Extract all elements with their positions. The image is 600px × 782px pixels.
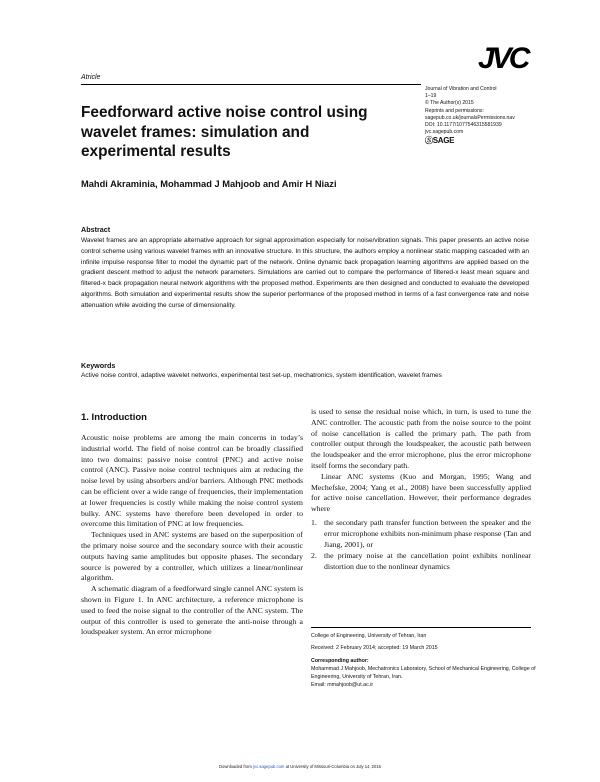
journal-url[interactable]: jvc.sagepub.com <box>425 129 464 136</box>
footnote-rule <box>311 627 531 628</box>
received-dates: Received: 2 February 2014; accepted: 19 March 2015 <box>311 645 438 652</box>
list-item-text: the primary noise at the cancellation point exhibits nonlinear distortion due to the nonlinear dynamics <box>324 551 531 572</box>
right-column <box>311 407 531 574</box>
reprints-label: Reprints and permissions: <box>425 107 484 114</box>
paragraph: Linear ANC systems (Kuo and Morgan, 1995; Wang and Mechefske, 2004; Yang et al., 2008) have been successfully applied for active noise cancellation. However, their performance degrades where <box>311 471 531 514</box>
paragraph: A schematic diagram of a feedforward single cannel ANC system is shown in Figure 1. In ANC architecture, a reference microphone is used to feed the noise signal to the controller of the ANC system. The output of this controller is used to generate the anti-noise through a loudspeaker system. An error microphone <box>81 584 303 637</box>
header-rule <box>81 84 421 85</box>
download-link[interactable]: jvc.sagepub.com <box>252 764 285 769</box>
keywords-heading: Keywords <box>81 361 116 370</box>
affiliation: College of Engineering, University of Tehran, Iran <box>311 633 427 639</box>
permissions-link[interactable]: sagepub.co.uk/journalsPermissions.nav <box>425 114 515 121</box>
corresponding-author-address: Mohammad J Mahjoob, Mechatronics Laboratory, School of Mechanical Engineering, College of Engineering, University of Tehran, Iran. <box>311 666 536 681</box>
abstract-heading: Abstract <box>81 225 111 234</box>
copyright: © The Author(s) 2015 <box>425 100 474 107</box>
sage-logo: ⓈSAGE <box>425 136 455 146</box>
journal-info <box>425 86 535 145</box>
download-suffix: at University of Missouri-Columbia on July 14, 2015 <box>284 764 381 769</box>
paragraph: is used to sense the residual noise which, in turn, is used to tune the ANC controller. The acoustic path from the noise source to the point of noise cancellation is called the primary path. The path from controller output through the loudspeaker, the acoustic path between the loudspeaker and the error microphone, plus the error microphone itself forms the secondary path. <box>311 407 531 470</box>
download-notice <box>0 764 600 769</box>
list-item-text: the secondary path transfer function between the speaker and the error microphone exhibits non-minimum phase response (Tan and Jiang, 2001), or <box>324 517 531 549</box>
journal-logo <box>478 42 542 80</box>
left-column <box>81 433 303 638</box>
footnote <box>311 632 536 690</box>
paragraph: Acoustic noise problems are among the main concerns in today’s industrial world. The field of noise control can be broadly classified into two domains: passive noise control (PNC) and active noise control (ANC). Passive noise control techniques aim at reducing the noise level by using absorbers and/or barriers. Although PNC methods can be efficient over a wide range of frequencies, their implementation at lower frequencies is costly while making the noise control system bulky. ANC systems have therefore been developed in order to overcome this limitation of PNC at low frequencies. <box>81 433 303 529</box>
corresponding-author-heading: Corresponding author: <box>311 658 369 665</box>
paragraph: Techniques used in ANC systems are based on the superposition of the primary noise source and the secondary source with their acoustic outputs having same amplitudes but opposite phases. The secondary source is powered by a controller, which utilizes a linear/nonlinear algorithm. <box>81 530 303 583</box>
corresponding-author-email[interactable]: Email: mmahjoob@ut.ac.ir <box>311 682 374 689</box>
list-item <box>311 518 531 550</box>
keywords-text: Active noise control, adaptive wavelet networks, experimental test set-up, mechatronics, system identification, wavelet frames <box>81 372 442 379</box>
list-number: 1. <box>311 517 317 527</box>
page-range: 1–19 <box>425 93 437 100</box>
journal-name: Journal of Vibration and Control <box>425 86 497 92</box>
doi[interactable]: DOI: 10.1177/1077546315581939 <box>425 122 502 129</box>
abstract-text: Wavelet frames are an appropriate alternative approach for signal approximation especially for noise/vibration signals. This paper presents an active noise control scheme using various wavelet frames with an innovative structure. In this structure, the authors employ a nonlinear static mapping cascaded with an infinite impulse response filter to model the dynamic part of the network. Online dynamic back propagation learning algorithms are applied based on the gradient descent method to adjust the network parameters. Simulations are carried out to compare the performance of filtered-x least mean square and filtered-x back propagation neural network algorithms with the proposed method. Experiments are then designed and conducted to evaluate the developed algorithms. Both simulation and experimental results show the superior performance of the proposed method in terms of a fast convergence rate and noise attenuation while avoiding the curse of dimensionality. <box>81 237 529 309</box>
author-list: Mahdi Akraminia, Mohammad J Mahjoob and Amir H Niazi <box>81 179 337 189</box>
download-prefix: Downloaded from <box>218 764 253 769</box>
journal-logo-text: JVC <box>478 42 528 75</box>
list-item <box>311 551 531 573</box>
article-type-label: Atricle <box>81 74 101 81</box>
paper-title: Feedforward active noise control using wavelet frames: simulation and experimental results <box>81 104 368 160</box>
numbered-list <box>311 518 531 573</box>
section-heading-introduction: 1. Introduction <box>81 412 147 423</box>
list-number: 2. <box>311 551 317 561</box>
